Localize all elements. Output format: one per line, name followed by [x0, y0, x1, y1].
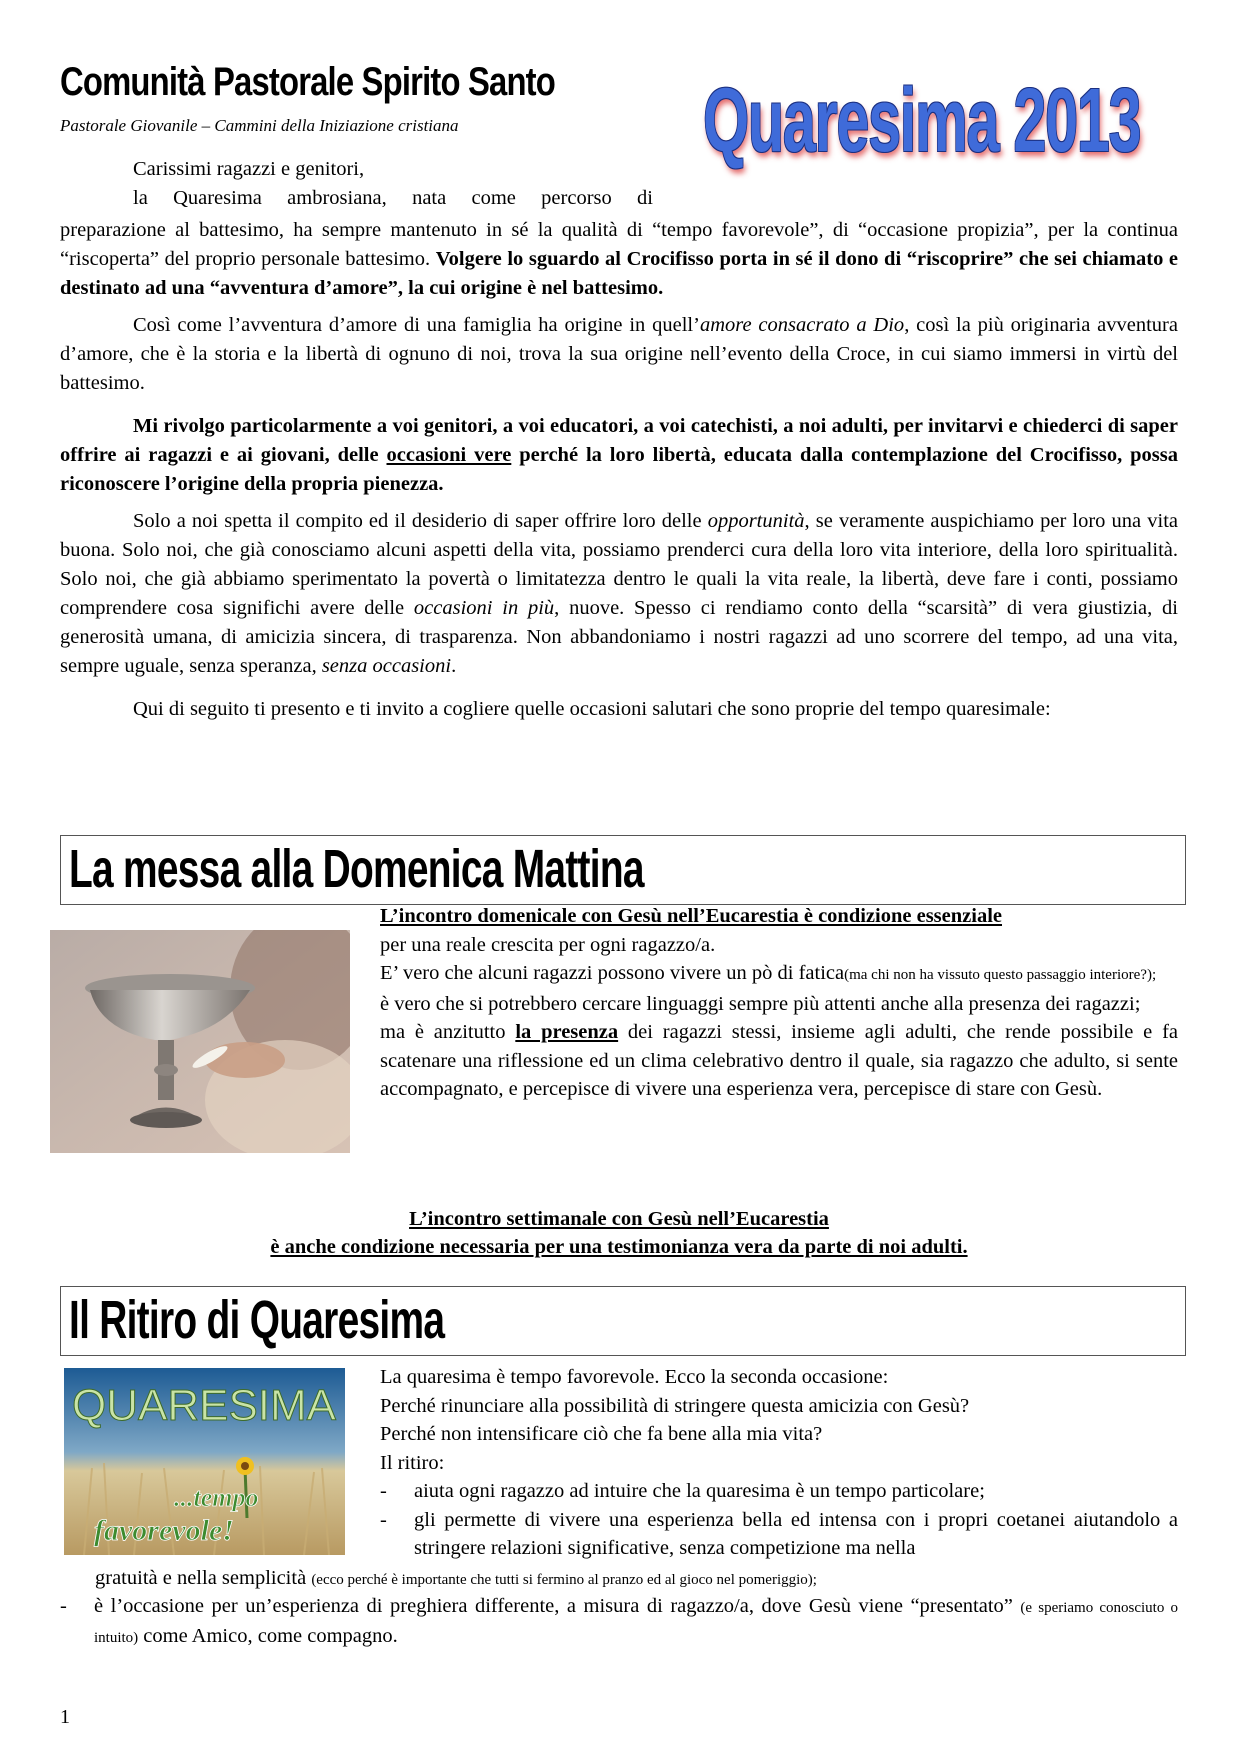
list-item: - gli permette di vivere una esperienza bella ed intensa con i propri coetanei aiutandolo a stringere relazioni significative, senza competizione ma nella — [380, 1508, 1178, 1559]
section-heading-retreat — [60, 1286, 1186, 1356]
paragraph-2: Così come l’avventura d’amore di una famiglia ha origine in quell’amore consacrato a Dio, così la più originaria avventura d’amore, che è la storia e la libertà di ognuno di noi, trova la sua origine nell’evento della Croce, in cui siamo immersi in virtù del battesimo. — [60, 314, 1178, 394]
paragraph-1-start: la Quaresima ambrosiana, nata come percorso di — [133, 187, 653, 209]
list-item-continued: gratuità e nella semplicità (ecco perché è importante che tutti si fermino al pranzo ed al gioco nel pomeriggio); — [95, 1567, 817, 1589]
section-mass-closing: L’incontro settimanale con Gesù nell’Eucarestia è anche condizione necessaria per una testimonianza vera da parte di noi adulti. — [270, 1208, 968, 1258]
section-mass-text: L’incontro domenicale con Gesù nell’Eucarestia è condizione essenziale per una reale crescita per ogni ragazzo/a. E’ vero che alcuni ragazzi possono vivere un pò di fatica(ma chi non ha vissuto questo passaggio interiore?); è vero che si potrebbero cercare linguaggi sempre più attenti anche alla presenza dei ragazzi; ma è anzitutto la presenza dei ragazzi stessi, insieme agli adulti, che rende possibile e fa scatenare una riflessione ed un clima celebrativo dentro il quale, sia ragazzo che adulto, si sente accompagnato, e percepisce di vivere una esperienza vera, percepisce di stare con Gesù. — [380, 902, 1178, 1104]
section-heading-mass — [60, 835, 1186, 905]
paragraph-1: preparazione al battesimo, ha sempre mantenuto in sé la qualità di “tempo favorevole”, di “occasione propizia”, per la continua “riscoperta” del proprio personale battesimo. Volgere lo sguardo al Crocifisso porta in sé il dono di “riscoprire” che sei chiamato e destinato ad una “avventura d’amore”, la cui origine è nel battesimo. — [60, 219, 1179, 299]
list-item: - è l’occasione per un’esperienza di preghiera differente, a misura di ragazzo/a, dove Gesù viene “presentato” (e speriamo conosciuto o intuito) come Amico, come compagno. — [60, 1595, 1179, 1647]
section-title-mass: La messa alla Domenica Mattina — [69, 839, 644, 899]
section-retreat-text: La quaresima è tempo favorevole. Ecco la seconda occasione: Perché rinunciare alla possibilità di stringere questa amicizia con Gesù? Perché non intensificare ciò che fa bene alla mia vita? Il ritiro: - aiuta ogni ragazzo ad intuire che la quaresima è un tempo particolare; - gli permette di vivere una esperienza bella ed intensa con i propri coetanei aiutandolo a stringere relazioni significative, senza competizione ma nella — [380, 1363, 1178, 1563]
section-mass-lead: L’incontro domenicale con Gesù nell’Eucarestia è condizione essenziale — [380, 905, 1002, 927]
greeting: Carissimi ragazzi e genitori, — [133, 158, 365, 180]
page-number: 1 — [60, 1706, 70, 1728]
letter-body — [60, 216, 1178, 724]
organization-subtitle: Pastorale Giovanile – Cammini della Iniziazione cristiana — [60, 116, 459, 135]
quaresima-image-line-2: favorevole! — [94, 1514, 234, 1547]
list-item: - aiuta ogni ragazzo ad intuire che la quaresima è un tempo particolare; — [380, 1480, 985, 1502]
paragraph-1-bold: Volgere lo sguardo al Crocifisso porta in sé il dono di “riscoprire” che sei chiamato e destinato ad una “avventura d’amore”, la cui origine è nel battesimo. — [60, 248, 1179, 299]
section-title-retreat: Il Ritiro di Quaresima — [69, 1290, 445, 1350]
quaresima-image — [64, 1368, 345, 1555]
lent-title: Quaresima 2013 — [703, 71, 1141, 171]
paragraph-4: Solo a noi spetta il compito ed il desiderio di saper offrire loro delle opportunità, se veramente auspichiamo per loro una vita buona. Solo noi, che già conosciamo alcuni aspetti della vita, possiamo prenderci cura della loro vita interiore, della loro spiritualità. Solo noi, che già abbiamo sperimentato la povertà o limitatezza dentro le quali la vita reale, la libertà, deve fare i conti, possiamo comprendere cosa significhi avere delle occasioni in più, nuove. Spesso ci rendiamo conto della “scarsità” di vera giustizia, di generosità umana, di amicizia sincera, di trasparenza. Non abbandoniamo i nostri ragazzi ad uno scorrere del tempo, ad una vita, sempre uguale, senza speranza, senza occasioni. — [60, 510, 1178, 677]
organization-title: Comunità Pastorale Spirito Santo — [60, 60, 555, 104]
paragraph-5: Qui di seguito ti presento e ti invito a cogliere quelle occasioni salutari che sono proprie del tempo quaresimale: — [133, 698, 1051, 720]
quaresima-image-title: QUARESIMA — [71, 1381, 337, 1430]
chalice-image — [50, 930, 350, 1153]
quaresima-image-line-1: ...tempo — [174, 1483, 259, 1512]
paragraph-3: Mi rivolgo particolarmente a voi genitori, a voi educatori, a voi catechisti, a noi adulti, per invitarvi e chiederci di saper offrire ai ragazzi e ai giovani, delle occasioni vere perché la loro libertà, educata dalla contemplazione del Crocifisso, possa riconoscere l’origine della propria pienezza. — [60, 415, 1178, 495]
